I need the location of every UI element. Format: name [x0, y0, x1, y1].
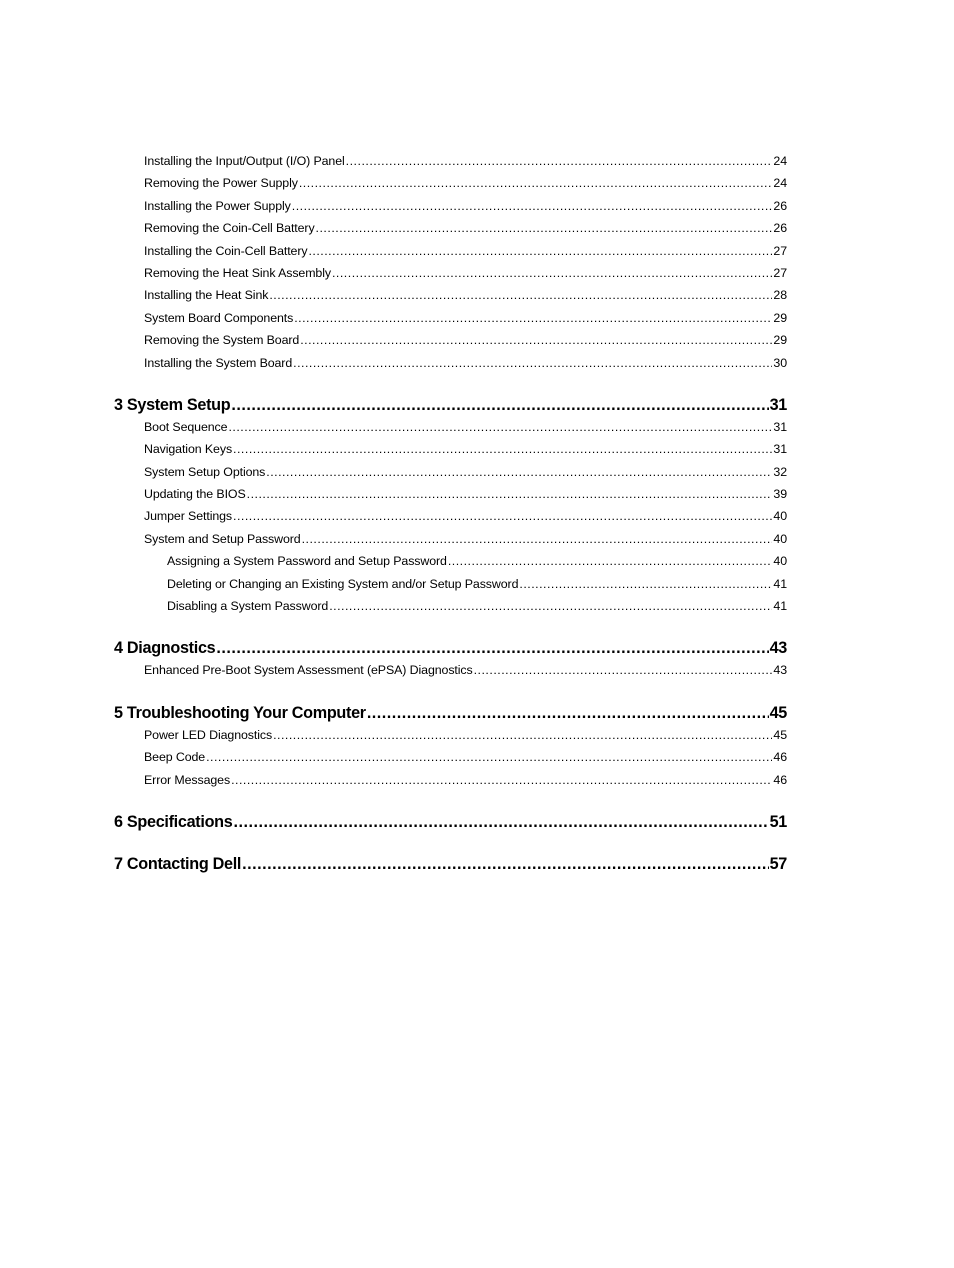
toc-entry-epsa-diagnostics[interactable] [114, 659, 787, 681]
toc-entry-installing-power-supply[interactable] [114, 195, 787, 217]
toc-chapter-page: 51 [769, 812, 787, 831]
toc-chapter-title: 6 Specifications [114, 812, 233, 831]
dot-leader [367, 702, 769, 724]
toc-entry-page: 24 [772, 150, 787, 172]
toc-entry-page: 30 [772, 352, 787, 374]
toc-entry-page: 40 [772, 550, 787, 572]
dot-leader [448, 550, 773, 572]
dot-leader [519, 573, 772, 595]
dot-leader [474, 659, 773, 681]
dot-leader [233, 505, 772, 527]
dot-leader [293, 352, 772, 374]
dot-leader [294, 307, 772, 329]
toc-entry-jumper-settings[interactable] [114, 505, 787, 527]
spacer [114, 791, 787, 811]
toc-subentry-disabling-password[interactable] [114, 595, 787, 617]
toc-entry-page: 29 [772, 329, 787, 351]
toc-entry-boot-sequence[interactable] [114, 416, 787, 438]
dot-leader [233, 438, 772, 460]
spacer [114, 833, 787, 853]
toc-entry-page: 26 [772, 217, 787, 239]
toc-entry-title: Removing the Heat Sink Assembly [144, 262, 332, 284]
toc-entry-removing-power-supply[interactable] [114, 172, 787, 194]
dot-leader [242, 853, 768, 875]
toc-entry-title: Jumper Settings [144, 505, 233, 527]
dot-leader [292, 195, 773, 217]
toc-entry-removing-system-board[interactable] [114, 329, 787, 351]
toc-entry-system-and-setup-password[interactable] [114, 528, 787, 550]
dot-leader [228, 416, 772, 438]
toc-entry-page: 27 [772, 262, 787, 284]
toc-entry-system-setup-options[interactable] [114, 461, 787, 483]
toc-entry-title: Installing the System Board [144, 352, 293, 374]
toc-entry-page: 41 [772, 595, 787, 617]
toc-entry-installing-io-panel[interactable] [114, 150, 787, 172]
toc-chapter-diagnostics[interactable] [114, 637, 787, 659]
dot-leader [216, 637, 768, 659]
toc-chapter-title: 5 Troubleshooting Your Computer [114, 703, 366, 722]
spacer [114, 374, 787, 394]
toc-entry-page: 27 [772, 240, 787, 262]
toc-entry-page: 28 [772, 284, 787, 306]
toc-entry-page: 41 [772, 573, 787, 595]
toc-entry-error-messages[interactable] [114, 769, 787, 791]
dot-leader [316, 217, 773, 239]
toc-entry-title: Navigation Keys [144, 438, 233, 460]
toc-entry-title: Installing the Input/Output (I/O) Panel [144, 150, 346, 172]
toc-entry-page: 32 [772, 461, 787, 483]
toc-subentry-deleting-password[interactable] [114, 573, 787, 595]
dot-leader [273, 724, 772, 746]
toc-entry-page: 26 [772, 195, 787, 217]
toc-entry-page: 31 [772, 438, 787, 460]
toc-entry-removing-coin-cell-battery[interactable] [114, 217, 787, 239]
dot-leader [329, 595, 772, 617]
toc-entry-page: 40 [772, 528, 787, 550]
dot-leader [308, 240, 772, 262]
toc-entry-title: Enhanced Pre-Boot System Assessment (ePSA) Diagnostics [144, 659, 474, 681]
toc-chapter-page: 31 [769, 395, 787, 414]
toc-entry-updating-bios[interactable] [114, 483, 787, 505]
toc-entry-page: 29 [772, 307, 787, 329]
toc-entry-page: 39 [772, 483, 787, 505]
toc-chapter-title: 7 Contacting Dell [114, 854, 242, 873]
toc-entry-title: Boot Sequence [144, 416, 228, 438]
toc-entry-title: Assigning a System Password and Setup Password [167, 550, 448, 572]
toc-entry-installing-system-board[interactable] [114, 352, 787, 374]
toc-entry-navigation-keys[interactable] [114, 438, 787, 460]
toc-entry-page: 46 [772, 746, 787, 768]
toc-entry-installing-heat-sink[interactable] [114, 284, 787, 306]
dot-leader [206, 746, 772, 768]
toc-chapter-contacting-dell[interactable] [114, 853, 787, 875]
toc-chapter-specifications[interactable] [114, 811, 787, 833]
toc-chapter-page: 57 [769, 854, 787, 873]
toc-subentry-assigning-password[interactable] [114, 550, 787, 572]
toc-entry-title: Installing the Power Supply [144, 195, 292, 217]
dot-leader [269, 284, 772, 306]
toc-entry-power-led-diagnostics[interactable] [114, 724, 787, 746]
toc-entry-title: Installing the Heat Sink [144, 284, 269, 306]
toc-entry-page: 31 [772, 416, 787, 438]
toc-entry-installing-coin-cell-battery[interactable] [114, 240, 787, 262]
toc-entry-title: System Setup Options [144, 461, 266, 483]
toc-chapter-title: 4 Diagnostics [114, 639, 216, 658]
toc-entry-title: Removing the Power Supply [144, 172, 299, 194]
dot-leader [247, 483, 773, 505]
toc-entry-system-board-components[interactable] [114, 307, 787, 329]
toc-entry-title: Error Messages [144, 769, 231, 791]
dot-leader [266, 461, 772, 483]
toc-chapter-page: 43 [769, 639, 787, 658]
toc-entry-page: 24 [772, 172, 787, 194]
toc-entry-title: System Board Components [144, 307, 294, 329]
toc-entry-page: 43 [772, 659, 787, 681]
toc-chapter-title: 3 System Setup [114, 395, 231, 414]
toc-entry-page: 40 [772, 505, 787, 527]
dot-leader [231, 394, 768, 416]
toc-entry-title: System and Setup Password [144, 528, 302, 550]
spacer [114, 617, 787, 637]
dot-leader [231, 769, 772, 791]
dot-leader [346, 150, 773, 172]
dot-leader [233, 811, 768, 833]
table-of-contents [114, 150, 787, 875]
toc-entry-title: Disabling a System Password [167, 595, 329, 617]
toc-entry-page: 45 [772, 724, 787, 746]
toc-chapter-troubleshooting[interactable] [114, 702, 787, 724]
toc-entry-title: Beep Code [144, 746, 206, 768]
toc-entry-page: 46 [772, 769, 787, 791]
toc-entry-title: Deleting or Changing an Existing System and/or Setup Password [167, 573, 519, 595]
toc-entry-title: Updating the BIOS [144, 483, 247, 505]
toc-entry-title: Power LED Diagnostics [144, 724, 273, 746]
toc-chapter-system-setup[interactable] [114, 394, 787, 416]
toc-entry-title: Installing the Coin-Cell Battery [144, 240, 308, 262]
dot-leader [302, 528, 773, 550]
dot-leader [299, 172, 773, 194]
toc-entry-removing-heat-sink[interactable] [114, 262, 787, 284]
toc-entry-title: Removing the System Board [144, 329, 300, 351]
toc-entry-title: Removing the Coin-Cell Battery [144, 217, 316, 239]
toc-chapter-page: 45 [769, 703, 787, 722]
dot-leader [332, 262, 772, 284]
spacer [114, 682, 787, 702]
toc-entry-beep-code[interactable] [114, 746, 787, 768]
dot-leader [300, 329, 772, 351]
